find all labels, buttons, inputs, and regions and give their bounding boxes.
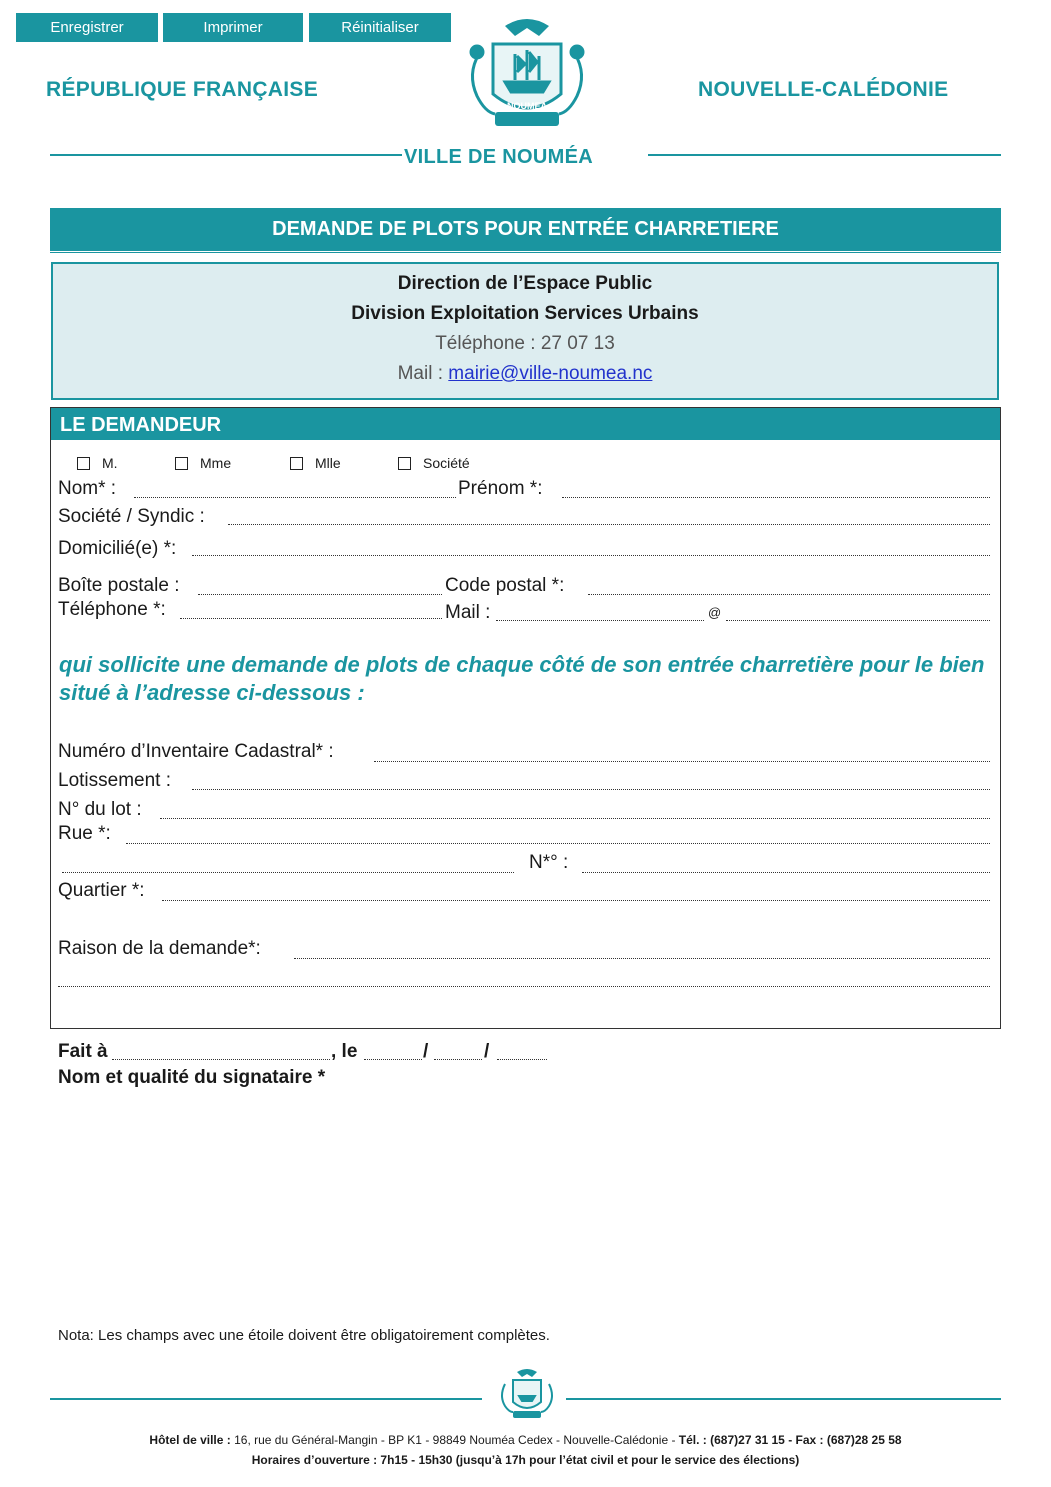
footer-hotel-label: Hôtel de ville : [149,1433,235,1447]
signataire-label: Nom et qualité du signataire * [58,1067,326,1088]
nota-text: Nota: Les champs avec une étoile doivent être obligatoirement complètes. [58,1327,550,1344]
checkbox-label: Mme [200,455,232,471]
applicant-section-title: LE DEMANDEUR [51,408,1000,440]
footer-rule-right [566,1398,1001,1400]
numero-field[interactable] [582,872,990,873]
domicile-label: Domicilié(e) *: [58,538,177,559]
reset-button[interactable]: Réinitialiser [309,13,451,42]
bp-label: Boîte postale : [58,575,180,596]
civility-m[interactable] [77,455,118,471]
ville-de-noumea-title: VILLE DE NOUMÉA [404,146,593,168]
civility-mme[interactable] [175,455,231,471]
direction-label: Direction de l’Espace Public [397,273,653,294]
form-title-banner: DEMANDE DE PLOTS POUR ENTRÉE CHARRETIERE [50,208,1001,251]
tel-field[interactable] [180,618,442,619]
civility-mlle[interactable] [290,455,341,471]
mail-field-label: Mail : [445,602,491,623]
societe-label: Société / Syndic : [58,506,205,527]
mail-link[interactable]: mairie@ville-noumea.nc [448,363,653,384]
lotissement-field[interactable] [192,789,990,790]
footer-rule-left [50,1398,482,1400]
lot-label: N° du lot : [58,799,142,820]
prenom-label: Prénom *: [458,478,543,499]
quartier-field[interactable] [162,900,990,901]
checkbox-label: Société [423,455,470,471]
societe-field[interactable] [228,524,990,525]
contact-info-box [51,262,999,400]
tel-label: Téléphone *: [58,599,166,620]
date-sep-1: / [423,1041,429,1062]
raison-field[interactable] [294,958,990,959]
footer-address-line [0,1433,1051,1447]
division-label: Division Exploitation Services Urbains [351,303,699,324]
nic-field[interactable] [374,761,990,762]
numero-label: N*° : [529,852,569,873]
checkbox-label: M. [102,455,118,471]
crest-label: NOUMEA [507,101,547,111]
nic-label: Numéro d’Inventaire Cadastral* : [58,741,334,762]
checkbox[interactable] [290,457,303,470]
mail-user-field[interactable] [496,620,704,621]
rue-field-continued[interactable] [62,872,514,873]
request-statement: qui sollicite une demande de plots de chaque côté de son entrée charretière pour le bien situé à l’adresse ci-dessous : [59,652,985,705]
cp-field[interactable] [588,594,990,595]
rue-label: Rue *: [58,823,111,844]
date-sep-2: / [484,1041,490,1062]
prenom-field[interactable] [562,497,990,498]
date-month-field[interactable] [434,1059,482,1060]
date-year-field[interactable] [497,1059,547,1060]
header-rule-right [648,154,1001,156]
cp-label: Code postal *: [445,575,565,596]
mail-domain-field[interactable] [726,620,990,621]
civility-societe[interactable] [398,455,470,471]
at-sign: @ [708,605,722,620]
nom-field[interactable] [134,497,456,498]
raison-field-continued[interactable] [58,986,990,987]
banner-underline [50,252,1001,253]
print-button[interactable]: Imprimer [163,13,303,42]
fait-a-field[interactable] [112,1059,330,1060]
bp-field[interactable] [198,594,442,595]
mail-label: Mail : [397,363,449,384]
footer-phone: Tél. : (687)27 31 15 - Fax : (687)28 25 58 [678,1433,902,1447]
republique-francaise-title: RÉPUBLIQUE FRANÇAISE [46,78,319,101]
domicile-field[interactable] [192,555,990,556]
checkbox[interactable] [77,457,90,470]
date-label: , le [331,1041,358,1062]
noumea-crest-logo [455,14,599,134]
date-day-field[interactable] [364,1059,422,1060]
nom-label: Nom* : [58,478,117,499]
rue-field[interactable] [126,843,990,844]
checkbox[interactable] [175,457,188,470]
lot-field[interactable] [160,818,990,819]
footer-hours-line: Horaires d’ouverture : 7h15 - 15h30 (jusqu’à 17h pour l’état civil et pour le service des élections) [251,1453,800,1467]
footer-crest-logo [495,1366,559,1422]
checkbox-label: Mlle [315,455,341,471]
applicant-section-frame [50,407,1001,1029]
checkbox[interactable] [398,457,411,470]
phone-label: Téléphone : 27 07 13 [435,333,615,354]
save-button[interactable]: Enregistrer [16,13,158,42]
lotissement-label: Lotissement : [58,770,171,791]
raison-label: Raison de la demande*: [58,938,261,959]
fait-a-label: Fait à [58,1041,108,1062]
header-rule-left [50,154,402,156]
footer-address: 16, rue du Général-Mangin - BP K1 - 98849 Nouméa Cedex - Nouvelle-Calédonie - [234,1433,679,1447]
nouvelle-caledonie-title: NOUVELLE-CALÉDONIE [698,78,949,101]
quartier-label: Quartier *: [58,880,145,901]
mail-line [53,359,997,389]
